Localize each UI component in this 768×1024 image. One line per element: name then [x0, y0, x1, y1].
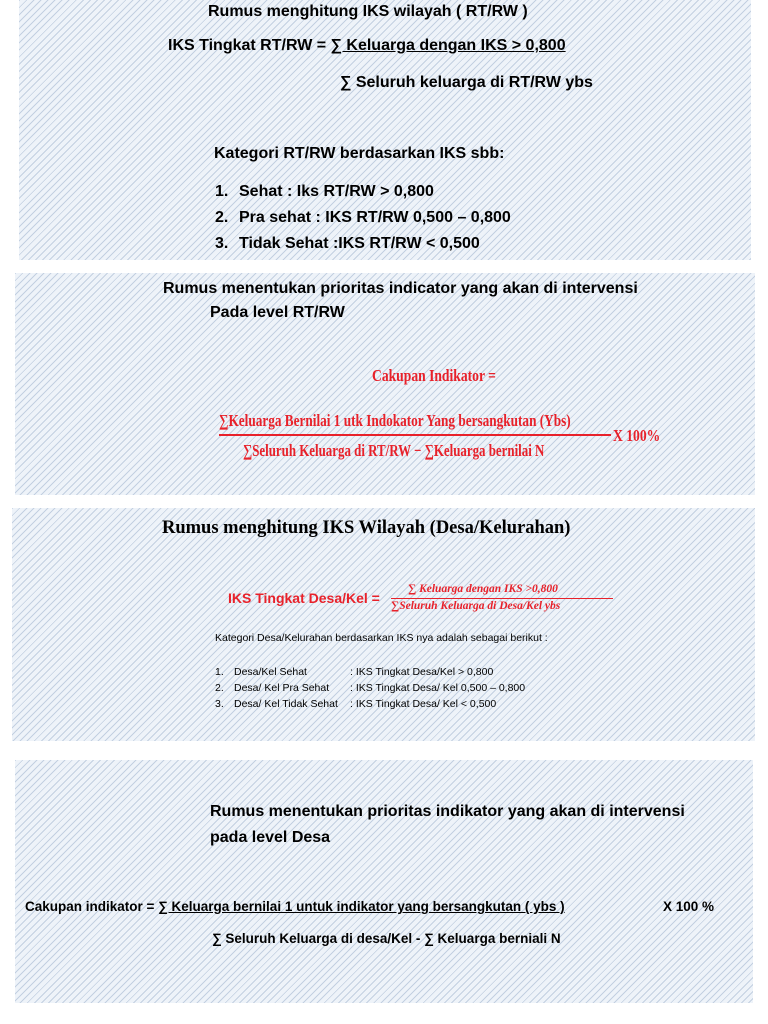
- rtrw-category-list: [215, 179, 511, 257]
- cakupan-desa-label: Cakupan indikator =: [25, 899, 159, 914]
- list-item-text: Tidak Sehat :IKS RT/RW < 0,500: [239, 235, 480, 252]
- list-item-number: 1.: [215, 183, 229, 200]
- list-item-name: Desa/ Kel Pra Sehat: [234, 682, 330, 694]
- cakupan-rtrw-label: [372, 366, 527, 386]
- cakupan-desa-denominator: ∑ Seluruh Keluarga di desa/Kel - ∑ Keluarga berniali N: [212, 931, 561, 946]
- iks-desa-denominator-text: ∑Seluruh Keluarga di Desa/Kel ybs: [391, 600, 561, 612]
- cakupan-rtrw-numerator-text: ∑Keluarga Bernilai 1 utk Indokator Yang bersangkutan (Ybs): [219, 411, 571, 430]
- iks-rtrw-numerator: ∑ Keluarga dengan IKS > 0,800: [330, 37, 566, 54]
- iks-desa-numerator: [408, 583, 558, 595]
- cakupan-rtrw-denominator-text: ∑Seluruh Keluarga di RT/RW − ∑Keluarga bernilai N: [243, 441, 545, 460]
- cakupan-desa-multiplier: X 100 %: [663, 899, 715, 914]
- list-item-name: Desa/Kel Sehat: [234, 666, 307, 678]
- rtrw-category-heading: Kategori RT/RW berdasarkan IKS sbb:: [214, 145, 505, 162]
- cakupan-rtrw-numerator: [219, 411, 670, 431]
- priority-desa-title-line2: pada level Desa: [210, 829, 331, 846]
- list-item: [215, 664, 575, 680]
- priority-rtrw-title-line2: Pada level RT/RW: [210, 304, 345, 321]
- list-item-number: 1.: [215, 666, 224, 678]
- cakupan-desa-formula: [25, 899, 565, 914]
- cakupan-rtrw-multiplier-text: X 100%: [613, 426, 661, 445]
- iks-desa-denominator: [391, 600, 560, 612]
- list-item: [215, 205, 511, 231]
- list-item-value: : IKS Tingkat Desa/Kel > 0,800: [350, 666, 494, 678]
- cakupan-rtrw-label-text: Cakupan Indikator =: [372, 366, 496, 385]
- iks-rtrw-formula-label: IKS Tingkat RT/RW =: [168, 37, 331, 54]
- list-item-text: Sehat : Iks RT/RW > 0,800: [239, 183, 434, 200]
- list-item-number: 3.: [215, 235, 229, 252]
- list-item-number: 3.: [215, 698, 224, 710]
- section-priority-desa: [15, 760, 753, 1003]
- desa-category-list: [215, 664, 575, 712]
- iks-rtrw-formula: [168, 37, 566, 55]
- list-item: [215, 680, 575, 696]
- desa-category-heading: Kategori Desa/Kelurahan berdasarkan IKS nya adalah sebagai berikut :: [215, 632, 548, 644]
- cakupan-rtrw-fraction-line: [219, 434, 611, 436]
- cakupan-rtrw-denominator: [243, 441, 640, 461]
- list-item-name: Desa/ Kel Tidak Sehat: [234, 698, 338, 710]
- section-iks-rtrw-title: Rumus menghitung IKS wilayah ( RT/RW ): [208, 3, 528, 20]
- list-item-text: Pra sehat : IKS RT/RW 0,500 – 0,800: [239, 209, 511, 226]
- priority-rtrw-title-line1: Rumus menentukan prioritas indicator yang akan di intervensi: [163, 280, 638, 297]
- cakupan-desa-numerator: ∑ Keluarga bernilai 1 untuk indikator yang bersangkutan ( ybs ): [158, 899, 565, 914]
- list-item-number: 2.: [215, 209, 229, 226]
- list-item-value: : IKS Tingkat Desa/ Kel < 0,500: [350, 698, 497, 710]
- list-item-value: : IKS Tingkat Desa/ Kel 0,500 – 0,800: [350, 682, 526, 694]
- list-item: [215, 231, 511, 257]
- iks-rtrw-denominator: ∑ Seluruh keluarga di RT/RW ybs: [340, 74, 593, 91]
- list-item-number: 2.: [215, 682, 224, 694]
- list-item: [215, 179, 511, 205]
- section-iks-desa-title: Rumus menghitung IKS Wilayah (Desa/Kelurahan): [162, 518, 571, 538]
- list-item: [215, 696, 575, 712]
- priority-desa-title-line1: Rumus menentukan prioritas indikator yang akan di intervensi: [210, 803, 685, 820]
- iks-desa-numerator-text: ∑ Keluarga dengan IKS >0,800: [408, 583, 558, 595]
- iks-desa-formula-label: IKS Tingkat Desa/Kel =: [228, 590, 380, 606]
- iks-desa-fraction-line: [391, 598, 613, 599]
